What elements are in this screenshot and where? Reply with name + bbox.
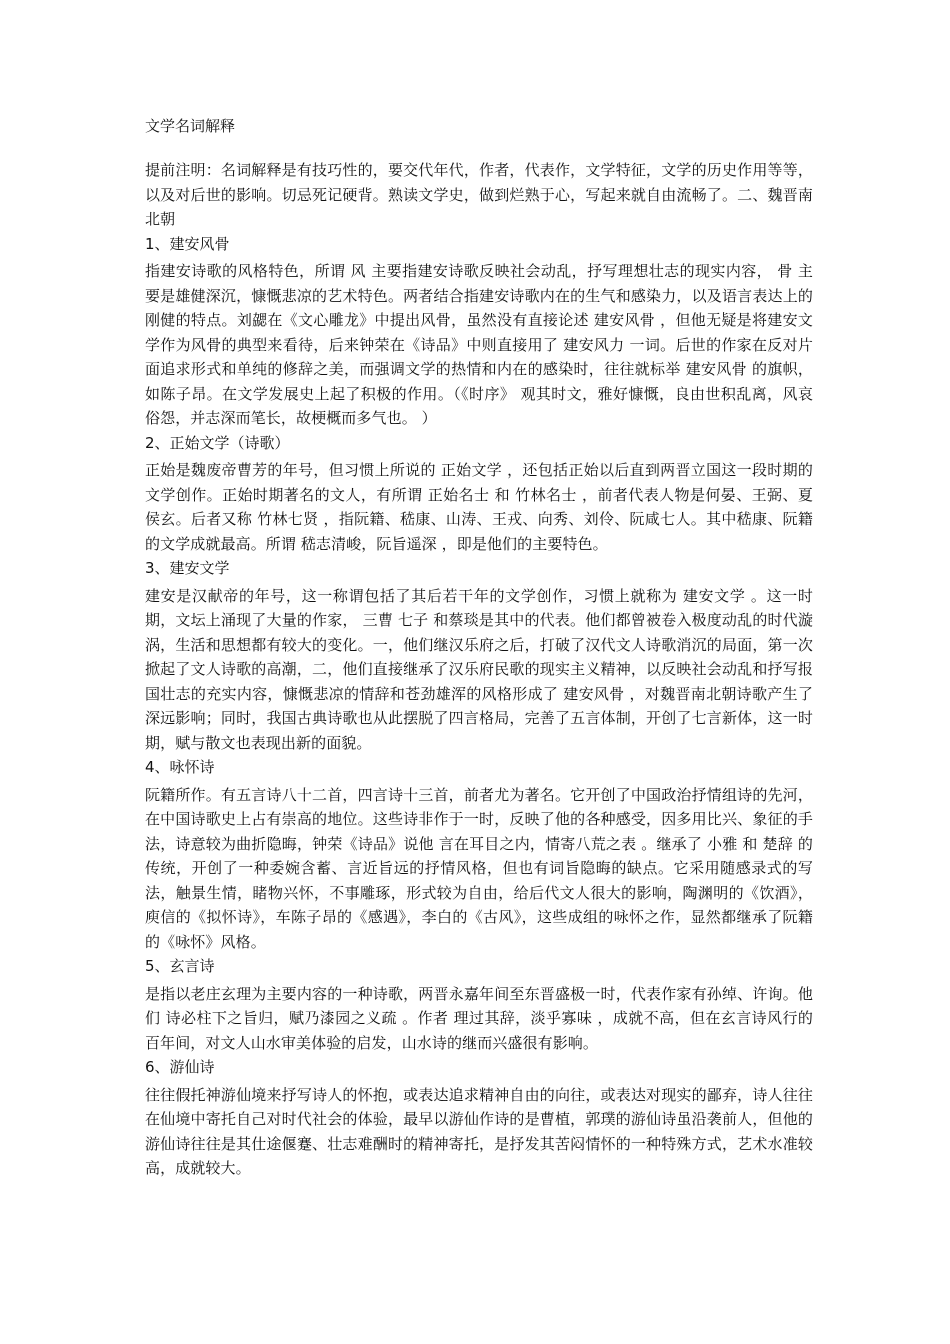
section-zhengshi-wenxue: [145, 431, 813, 557]
section-heading: 3、建安文学: [145, 559, 230, 577]
intro-note: 提前注明：名词解释是有技巧性的，要交代年代，作者，代表作，文学特征，文学的历史作用等等，以及对后世的影响。切忌死记硬背。熟读文学史，做到烂熟于心，写起来就自由流畅了。二、魏晋南北朝: [145, 161, 813, 228]
section-body: 往往假托神游仙境来抒写诗人的怀抱，或表达追求精神自由的向往，或表达对现实的鄙弃，诗人往往在仙境中寄托自己对时代社会的体验，最早以游仙作诗的是曹植，郭璞的游仙诗虽沿袭前人，但他的游仙诗往往是其仕途偃蹇、壮志难酬时的精神寄托，是抒发其苦闷情怀的一种特殊方式，艺术水准较高，成就较大。: [145, 1085, 813, 1177]
section-heading: 5、玄言诗: [145, 957, 215, 975]
section-heading: 6、游仙诗: [145, 1058, 215, 1076]
section-youxian-shi: [145, 1055, 813, 1181]
section-yonghuai-shi: [145, 755, 813, 954]
document-page: [145, 114, 813, 1181]
section-heading: 2、正始文学（诗歌）: [145, 433, 290, 452]
document-title: 文学名词解释: [145, 117, 236, 135]
section-body: 建安是汉献帝的年号，这一称谓包括了其后若干年的文学创作，习惯上就称为 建安文学 。这一时期，文坛上涌现了大量的作家， 三曹 七子 和蔡琰是其中的代表。他们都曾被卷入极度动乱的时代漩涡，生活和思想都有较大的变化。一，他们继汉乐府之后，打破了汉代文人诗歌消沉的局面，第一次掀起了文人诗歌的高潮，二，他们直接继承了汉乐府民歌的现实主义精神，以反映社会动乱和抒写报国壮志的充实内容，慷慨悲凉的情辞和苍劲雄浑的风格形成了 建安风骨 ，对魏晋南北朝诗歌产生了深远影响；同时，我国古典诗歌也从此摆脱了四言格局，完善了五言体制，开创了七言新体，这一时期，赋与散文也表现出新的面貌。: [145, 586, 813, 752]
section-body: 正始是魏废帝曹芳的年号，但习惯上所说的 正始文学 ，还包括正始以后直到两晋立国这一段时期的文学创作。正始时期著名的文人，有所谓 正始名士 和 竹林名士 ，前者代表人物是何晏、王弼、夏侯玄。后者又称 竹林七贤 ，指阮籍、嵇康、山涛、王戎、向秀、刘伶、阮咸七人。其中嵇康、阮籍的文学成就最高。所谓 嵇志清峻，阮旨遥深 ，即是他们的主要特色。: [145, 461, 813, 553]
section-heading: 1、建安风骨: [145, 234, 230, 253]
section-body: 阮籍所作。有五言诗八十二首，四言诗十三首，前者尤为著名。它开创了中国政治抒情组诗的先河，在中国诗歌史上占有崇高的地位。这些诗非作于一时，反映了他的各种感受，因多用比兴、象征的手法，诗意较为曲折隐晦，钟荣《诗品》说他 言在耳目之内，情寄八荒之表 。继承了 小雅 和 楚辞 的传统，开创了一种委婉含蓄、言近旨远的抒情风格，但也有词旨隐晦的缺点。它采用随感录式的写法，触景生情，睹物兴怀，不事雕琢，形式较为自由，给后代文人很大的影响，陶渊明的《饮酒》，庾信的《拟怀诗》，车陈子昂的《感遇》，李白的《古风》，这些成组的咏怀之作，显然都继承了阮籍的《咏怀》风格。: [145, 785, 813, 951]
section-jianan-wenxue: [145, 556, 813, 755]
section-body: 是指以老庄玄理为主要内容的一种诗歌，两晋永嘉年间至东晋盛极一时，代表作家有孙绰、许询。他们 诗必柱下之旨归，赋乃漆园之义疏 。作者 理过其辞，淡乎寡味 ，成就不高，但在玄言诗风行的百年间，对文人山水审美体验的启发，山水诗的继而兴盛很有影响。: [145, 984, 813, 1052]
section-body: 指建安诗歌的风格特色，所谓 风 主要指建安诗歌反映社会动乱，抒写理想壮志的现实内容， 骨 主要是雄健深沉，慷慨悲凉的艺术特色。两者结合指建安诗歌内在的生气和感染力，以及语言表达上的刚健的特点。刘勰在《文心雕龙》中提出风骨，虽然没有直接论述 建安风骨 ，但他无疑是将建安文学作为风骨的典型来看待，后来钟荣在《诗品》中则直接用了 建安风力 一词。后世的作家在反对片面追求形式和单纯的修辞之美，而强调文学的热情和内在的感染时，往往就标举 建安风骨 的旗帜，如陈子昂。在文学发展史上起了积极的作用。（《时序》 观其时文，雅好慷慨，良由世积乱离，风哀俗怨，并志深而笔长，故梗概而多气也。 ）: [145, 262, 813, 427]
section-heading: 4、咏怀诗: [145, 758, 215, 776]
section-xuanyan-shi: [145, 954, 813, 1055]
section-jianan-fenggu: [145, 232, 813, 431]
